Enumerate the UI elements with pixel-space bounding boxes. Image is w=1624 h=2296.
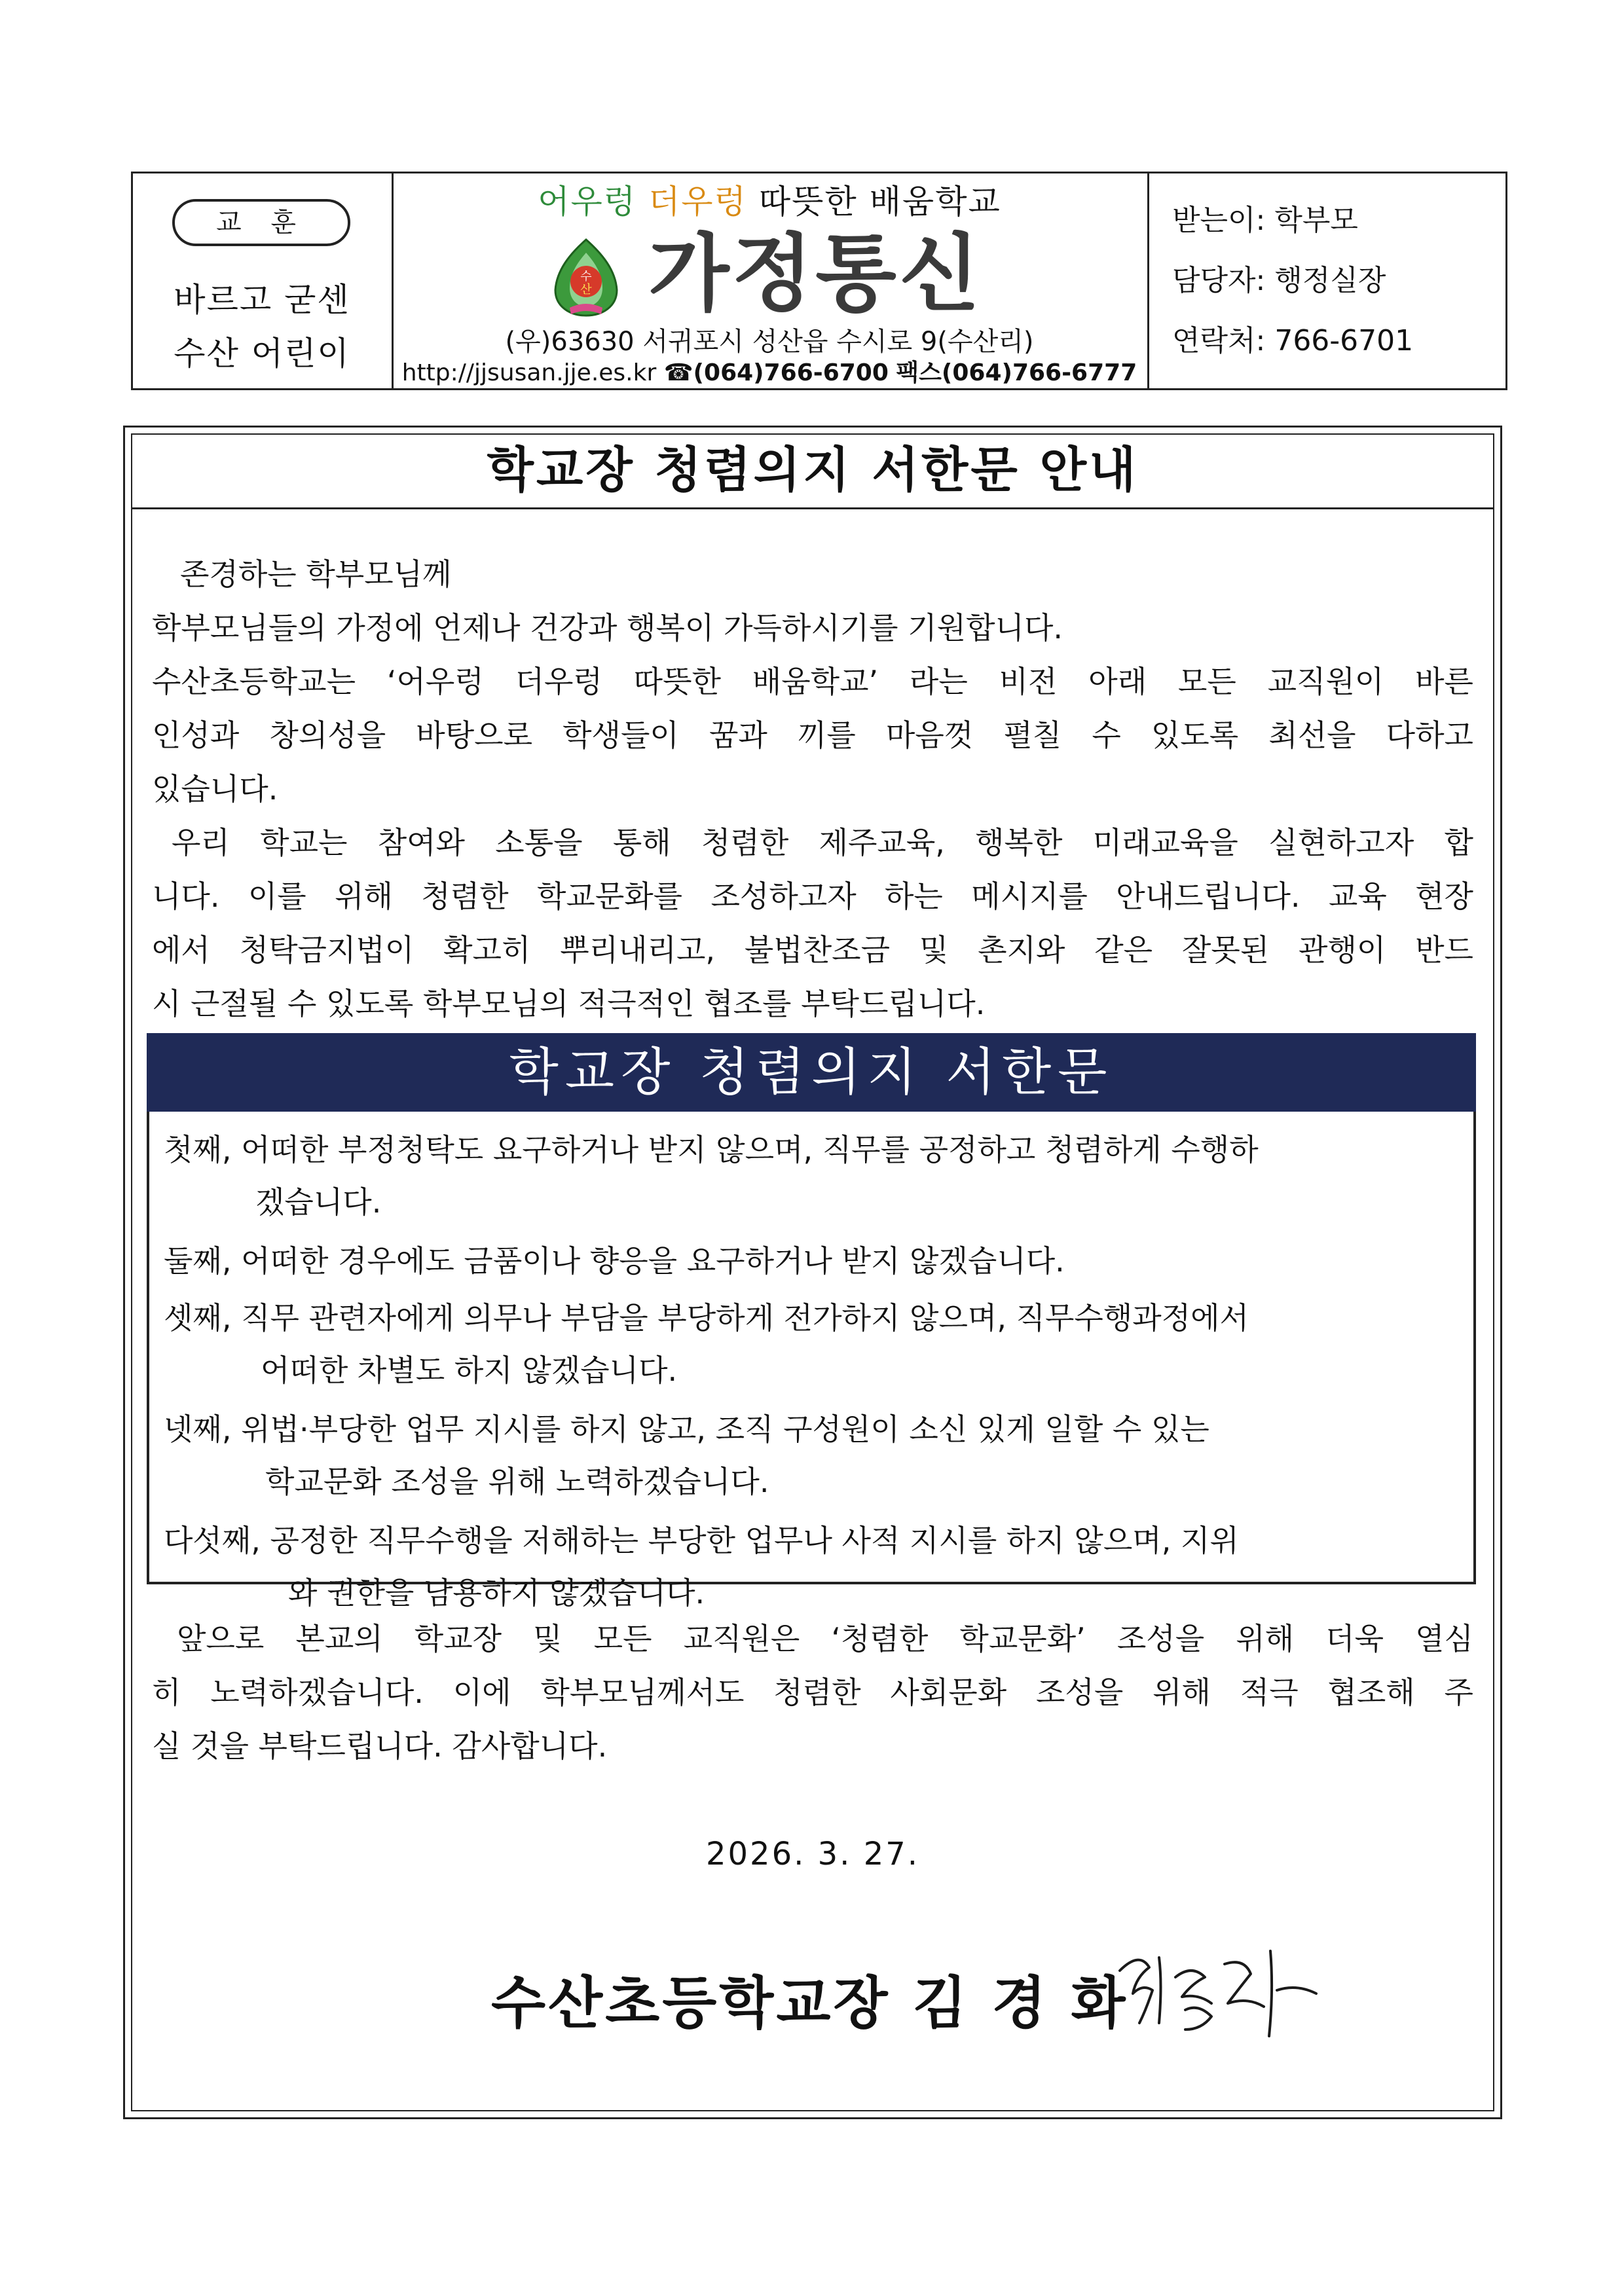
emblem-text: 수: [580, 270, 592, 283]
motto-label: 교 훈: [172, 199, 350, 246]
pledge-item-5-cont: 와 권한을 남용하지 않겠습니다.: [288, 1575, 705, 1611]
school-url[interactable]: http://jjsusan.jje.es.kr: [401, 359, 657, 386]
recipient-label: 받는이: 학부모: [1172, 204, 1358, 237]
pledge-item-3-cont: 어떠한 차별도 하지 않겠습니다.: [261, 1353, 678, 1388]
pledge-item-1-cont: 겠습니다.: [255, 1184, 382, 1220]
pledge-title: 학교장 청렴의지 서한문: [147, 1033, 1476, 1112]
school-fax: 팩스(064)766-6777: [896, 359, 1137, 386]
salutation: 존경하는 학부모님께: [180, 556, 452, 592]
title-divider: [131, 507, 1494, 509]
signer-name: 수산초등학교장 김 경 화: [491, 1971, 1128, 2036]
pledge-item-4-cont: 학교문화 조성을 위해 노력하겠습니다.: [265, 1464, 769, 1499]
intro-paragraph-3: 니다. 이를 위해 청렴한 학교문화를 조성하고자 하는 메시지를 안내드립니다. 교육 현장 에서 청탁금지법이 확고히 뿌리내리고, 불법찬조금 및 촌지와 같은 잘못된 관행이 반드 시 근절될 수 있도록 학부모님의 적극적인 협조를 부탁드립니다.: [152, 879, 1473, 1021]
column-divider: [1147, 173, 1149, 388]
school-emblem-icon: [550, 234, 622, 319]
pledge-item-2: 둘째, 어떠한 경우에도 금품이나 향응을 요구하거나 받지 않겠습니다.: [164, 1243, 1065, 1279]
document-title: 학교장 청렴의지 서한문 안내: [487, 442, 1139, 498]
svg-text:산: 산: [580, 283, 592, 297]
handwritten-signature-icon: [1113, 1931, 1323, 2049]
motto-line-1: 바르고 굳센: [174, 281, 350, 319]
motto-line-2: 수산 어린이: [174, 335, 350, 373]
pledge-item-1: 첫째, 어떠한 부정청탁도 요구하거나 받지 않으며, 직무를 공정하고 청렴하게 수행하: [164, 1132, 1259, 1167]
slogan-part-2: 더우렁: [648, 183, 747, 221]
closing-paragraph-first: 앞으로 본교의 학교장 및 모든 교직원은 ‘청렴한 학교문화’ 조성을 위해 더욱 열심: [177, 1621, 1473, 1656]
manager-label: 담당자: 행정실장: [1172, 264, 1386, 297]
slogan-part-3: 따뜻한 배움학교: [758, 183, 1001, 221]
school-address: (우)63630 서귀포시 성산읍 수시로 9(수산리): [505, 327, 1034, 357]
intro-paragraph-3-first: 우리 학교는 참여와 소통을 통해 청렴한 제주교육, 행복한 미래교육을 실현하고자 합: [172, 825, 1473, 860]
contact-label: 연락처: 766-6701: [1172, 324, 1414, 357]
school-phone: ☎(064)766-6700: [663, 359, 889, 386]
pledge-item-5: 다섯째, 공정한 직무수행을 저해하는 부당한 업무나 사적 지시를 하지 않으며, 지위: [164, 1523, 1239, 1558]
pledge-item-4: 넷째, 위법·부당한 업무 지시를 하지 않고, 조직 구성원이 소신 있게 일할 수 있는: [164, 1412, 1209, 1447]
intro-paragraph-2: 수산초등학교는 ‘어우렁 더우렁 따뜻한 배움학교’ 라는 비전 아래 모든 교직원이 바른 인성과 창의성을 바탕으로 학생들이 꿈과 끼를 마음껏 펼칠 수 있도록 최선을 다하고 있습니다.: [152, 664, 1473, 807]
school-contact-line: [393, 354, 1146, 388]
closing-paragraph: 히 노력하겠습니다. 이에 학부모님께서도 청렴한 사회문화 조성을 위해 적극 협조해 주 실 것을 부탁드립니다. 감사합니다.: [152, 1675, 1473, 1764]
document-date: 2026. 3. 27.: [705, 1836, 920, 1872]
slogan-part-1: 어우렁: [538, 183, 637, 221]
pledge-item-3: 셋째, 직무 관련자에게 의무나 부담을 부당하게 전가하지 않으며, 직무수행과정에서: [164, 1300, 1249, 1336]
school-slogan: [393, 175, 1146, 223]
intro-paragraph-1: 학부모님들의 가정에 언제나 건강과 행복이 가득하시기를 기원합니다.: [152, 610, 1063, 646]
masthead-title: 가정통신: [648, 225, 983, 323]
